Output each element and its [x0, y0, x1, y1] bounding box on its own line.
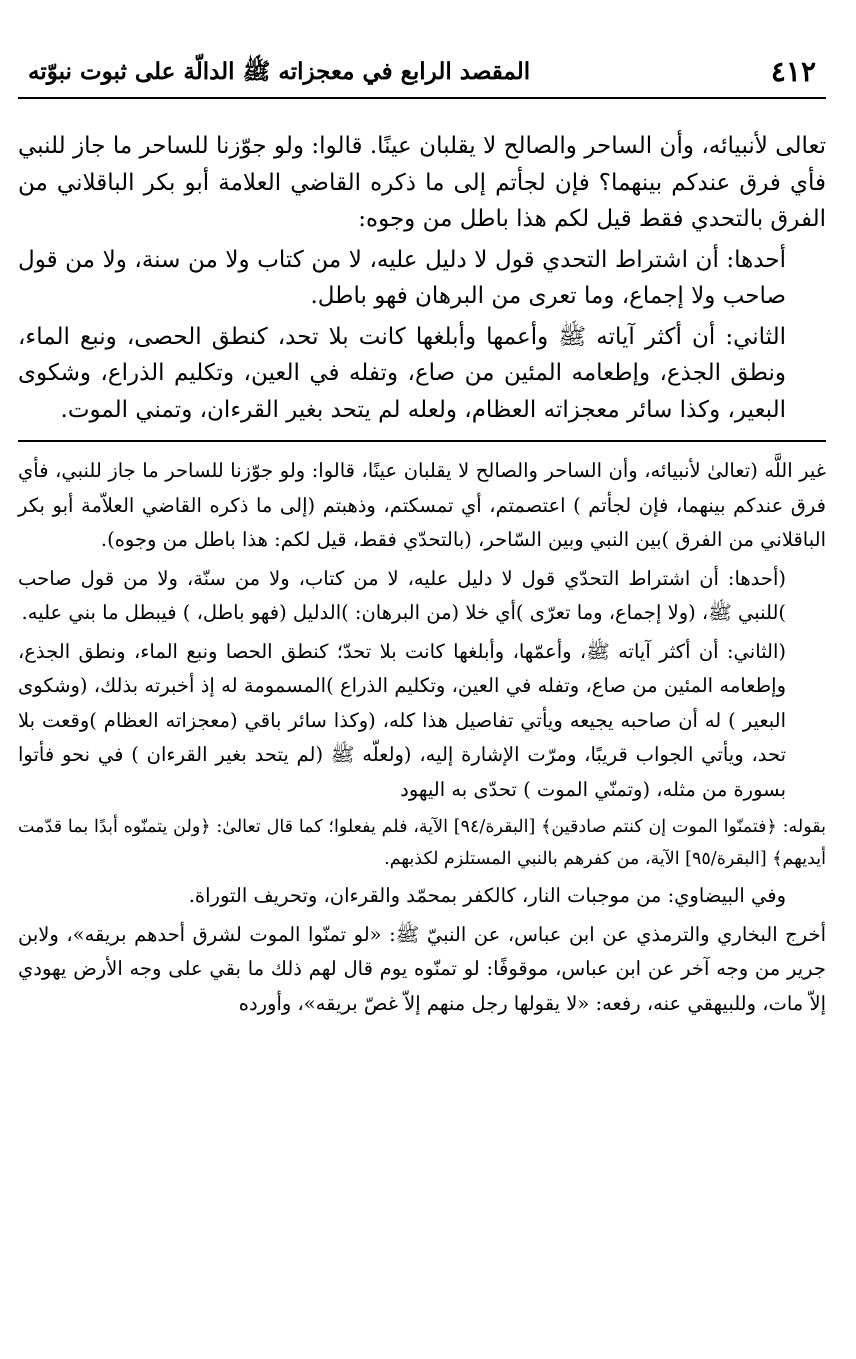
- main-paragraph: الثاني: أن أكثر آياته ﷺ وأعمها وأبلغها كانت بلا تحد، كنطق الحصى، ونبع الماء، ونطق الجذع، وإطعامه المئين من صاع، وتفله في العين، وتكليم الذراع، وشكوى البعير، وكذا سائر معجزاته العظام، ولعله لم يتحد بغير القرءان، وتمني الموت.: [18, 323, 786, 423]
- commentary-paragraph: (أحدها: أن اشتراط التحدّي قول لا دليل عليه، لا من كتاب، ولا من سنّة، ولا من قول صاحب )للنبي ﷺ، (ولا إجماع، وما تعرّى )أي خلا (من البرهان: )الدليل (فهو باطل، ) فيبطل ما بني عليه.: [18, 566, 786, 624]
- main-text: [18, 128, 826, 428]
- page-number: ٤١٢: [770, 55, 816, 88]
- commentary: [18, 454, 826, 1021]
- page-header: [18, 0, 826, 100]
- commentary-quote: بقوله: ﴿فتمنّوا الموت إن كنتم صادقين﴾ [البقرة/٩٤] الآية، فلم يفعلوا؛ كما قال تعالىٰ: ﴿ولن يتمنّوه أبدًا بما قدّمت أيديهم﴾ [البقرة/٩٥] الآية، من كفرهم بالنبي المستلزم لكذبهم.: [18, 817, 826, 869]
- commentary-paragraph: غير اللَّه (تعالىٰ لأنبيائه، وأن الساحر والصالح لا يقلبان عينًا، قالوا: ولو جوّزنا للساحر ما جاز للنبي، فأي فرق عندكم بينهما، فإن لجأتم ) اعتصمتم، أي تمسكتم، وذهبتم (إلى ما ذكره القاضي العلاّمة أبو بكر الباقلاني من الفرق )بين النبي وبين السّاحر، (بالتحدّي فقط، قيل لكم: هذا باطل من وجوه).: [18, 459, 826, 551]
- commentary-hadith: أخرج البخاري والترمذي عن ابن عباس، عن النبيّ ﷺ: «لو تمنّوا الموت لشرق أحدهم بريقه»، ولابن جرير من وجه آخر عن ابن عباس، موقوفًا: لو تمنّوه يوم قال لهم ذلك ما بقي على وجه الأرض يهودي إلاّ مات، وللبيهقي عنه، رفعه: «لا يقولها رجل منهم إلاّ غصّ بريقه»، وأورده: [18, 922, 826, 1015]
- main-paragraph: أحدها: أن اشتراط التحدي قول لا دليل عليه، لا من كتاب ولا من سنة، ولا من قول صاحب ولا إجماع، وما تعرى من البرهان فهو باطل.: [18, 246, 786, 309]
- running-title: المقصد الرابع في معجزاته ﷺ الدالّة على ثبوت نبوّته: [28, 58, 531, 85]
- section-divider: [18, 440, 826, 442]
- main-paragraph: تعالى لأنبيائه، وأن الساحر والصالح لا يقلبان عينًا. قالوا: ولو جوّزنا للساحر ما جاز للنبي فأي فرق عندكم بينهما؟ فإن لجأتم إلى ما ذكره القاضي العلامة أبو بكر الباقلاني من الفرق بالتحدي فقط قيل لكم هذا باطل من وجوه:: [18, 133, 826, 232]
- commentary-paragraph: (الثاني: أن أكثر آياته ﷺ، وأعمّها، وأبلغها كانت بلا تحدّ؛ كنطق الحصا ونبع الماء، ونطق الجذع، وإطعامه المئين من صاع، وتفله في العين، وتكليم الذراع )المسمومة له إذ أخبرته بذلك، (وشكوى البعير ) له أن صاحبه يجيعه ويأتي تفاصيل هذا كله، (وكذا سائر باقي (معجزاته العظام )وقعت بلا تحد، ويأتي الجواب قريبًا، ومرّت الإشارة إليه، (ولعلّه ﷺ (لم يتحد بغير القرءان ) في نحو فأتوا بسورة من مثله، (وتمنّي الموت ) تحدّى به اليهود: [18, 639, 786, 801]
- commentary-baydawi: وفي البيضاوي: من موجبات النار، كالكفر بمحمّد والقرءان، وتحريف التوراة.: [188, 884, 786, 907]
- header-rule: [18, 97, 826, 99]
